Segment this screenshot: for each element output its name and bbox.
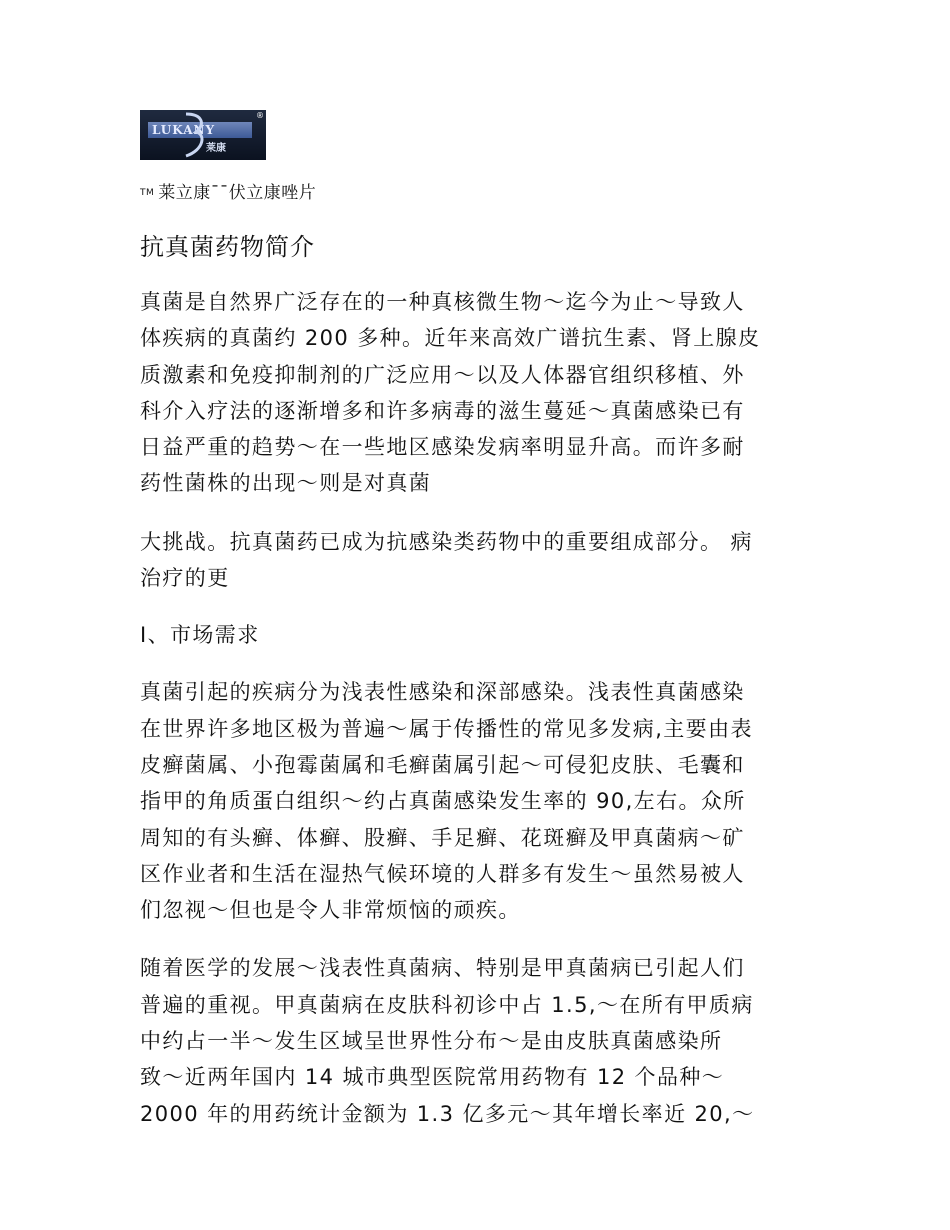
product-name: 莱立康¯¯伏立康唑片 — [158, 183, 317, 203]
text-line: 真菌引起的疾病分为浅表性感染和深部感染。浅表性真菌感染 — [140, 680, 745, 705]
product-caption — [140, 182, 810, 204]
paragraph-development — [140, 950, 810, 1131]
trademark-mark: TM — [140, 188, 155, 198]
text-line: 在世界许多地区极为普遍～属于传播性的常见多发病,主要由表 — [140, 716, 753, 741]
text-line: 致～近两年国内 14 城市典型医院常用药物有 12 个品种～ — [140, 1065, 725, 1090]
text-line: 药性菌株的出现～则是对真菌 — [140, 471, 432, 496]
text-line: 治疗的更 — [140, 566, 230, 591]
logo-text: LUKANY — [152, 123, 216, 137]
document-title: 抗真菌药物简介 — [140, 233, 315, 261]
text-line: 普遍的重视。甲真菌病在皮肤科初诊中占 1.5,～在所有甲质病 — [140, 992, 754, 1017]
text-line: 科介入疗法的逐渐增多和许多病毒的滋生蔓延～真菌感染已有 — [140, 398, 745, 423]
text-line: 指甲的角质蛋白组织～约占真菌感染发生率的 90,左右。众所 — [140, 789, 746, 814]
text-line: 质激素和免疫抑制剂的广泛应用～以及人体器官组织移植、外 — [140, 362, 745, 387]
document-page — [140, 110, 810, 1132]
text-line: 大挑战。抗真菌药已成为抗感染类药物中的重要组成部分。 病 — [140, 529, 753, 554]
text-line: 中约占一半～发生区域呈世界性分布～是由皮肤真菌感染所 — [140, 1029, 723, 1054]
text-line: 们忽视～但也是令人非常烦恼的顽疾。 — [140, 898, 521, 923]
text-line: 周知的有头癣、体癣、股癣、手足癣、花斑癣及甲真菌病～矿 — [140, 825, 745, 850]
logo-subtext: 莱康 — [206, 143, 226, 154]
registered-mark: ® — [256, 111, 264, 120]
text-line: 随着医学的发展～浅表性真菌病、特别是甲真菌病已引起人们 — [140, 956, 745, 981]
text-line: 真菌是自然界广泛存在的一种真核微生物～迄今为止～导致人 — [140, 290, 745, 314]
text-line: 区作业者和生活在湿热气候环境的人群多有发生～虽然易被人 — [140, 861, 745, 886]
company-logo — [140, 110, 266, 160]
paragraph-market — [140, 674, 810, 928]
paragraph-challenge — [140, 524, 810, 597]
text-line: 2000 年的用药统计金额为 1.3 亿多元～其年增长率近 20,～ — [140, 1101, 755, 1126]
text-line: 皮癣菌属、小孢霉菌属和毛癣菌属引起～可侵犯皮肤、毛囊和 — [140, 752, 745, 777]
paragraph-intro — [140, 284, 810, 502]
text-line: 日益严重的趋势～在一些地区感染发病率明显升高。而许多耐 — [140, 435, 745, 460]
section-heading-market: I、市场需求 — [140, 623, 260, 648]
text-line: 体疾病的真菌约 200 多种。近年来高效广谱抗生素、肾上腺皮 — [140, 326, 761, 351]
